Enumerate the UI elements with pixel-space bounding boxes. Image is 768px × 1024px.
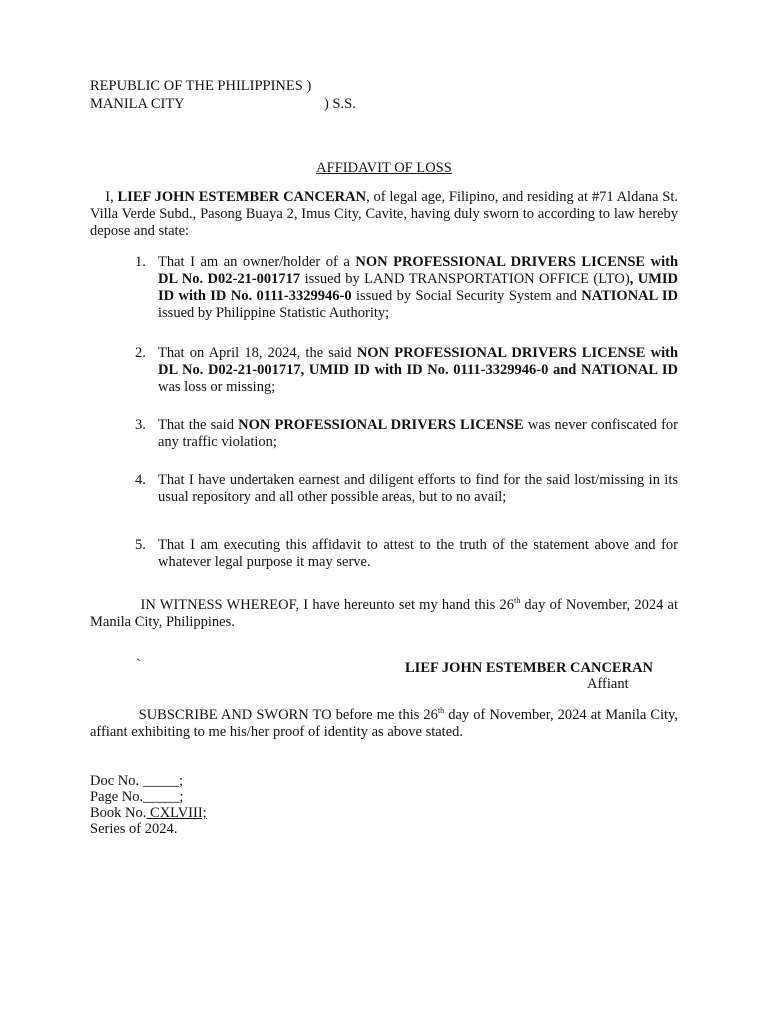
intro-post: , of legal age, Filipino, and residing at #71 Aldana St. Villa Verde Subd., Pasong Buaya 2, Imus City, Cavite, having duly sworn to according to law hereby depose and state:	[90, 189, 678, 239]
doc-no-label: Doc No.	[90, 773, 143, 789]
statement-item	[90, 254, 678, 322]
document-title: AFFIDAVIT OF LOSS	[316, 160, 452, 176]
doc-no-line	[90, 773, 207, 789]
item-number: 3.	[135, 417, 146, 433]
item-text-part: That the said	[158, 417, 239, 433]
item-bold-part: NON PROFESSIONAL DRIVERS LICENSE	[238, 417, 524, 433]
venue-country: REPUBLIC OF THE PHILIPPINES )	[90, 78, 312, 94]
jurat-sup: th	[437, 706, 445, 716]
item-text-part: That I have undertaken earnest and diligent efforts to find for the said lost/missing in its usual repository and all other possible areas, but to no avail;	[158, 472, 678, 505]
jurat-paragraph	[90, 707, 678, 741]
item-bold-part: NON PROFESSIONAL DRIVERS LICENSE with DL No. D02-21-001717, UMID ID with ID No. 0111-3329946-0 and NATIONAL ID	[158, 345, 679, 378]
stray-mark: `	[136, 657, 141, 673]
item-text-part: That I am executing this affidavit to attest to the truth of the statement above and for whatever legal purpose it may serve.	[158, 537, 678, 570]
item-number: 4.	[135, 472, 146, 488]
page-no-label: Page No.	[90, 789, 144, 805]
witness-sup: th	[513, 596, 521, 606]
venue-header	[90, 78, 356, 114]
item-text-part: That I am an owner/holder of a	[158, 254, 356, 270]
page-no-line	[90, 789, 207, 805]
item-bold-part: , UMID ID with ID No. 0111-3329946-0	[158, 271, 678, 304]
venue-ss: ) S.S.	[324, 96, 356, 112]
item-text-part: issued by Philippine Statistic Authority;	[158, 305, 390, 321]
item-text	[158, 345, 678, 396]
series-line: Series of 2024.	[90, 821, 178, 837]
jurat-pre: SUBSCRIBE AND SWORN TO before me this 26	[138, 707, 438, 723]
page-no-value: _____;	[143, 789, 184, 805]
item-text	[158, 537, 678, 571]
venue-city: MANILA CITY	[90, 96, 185, 112]
doc-no-value: _____;	[142, 773, 184, 789]
item-text-part: issued by LAND TRANSPORTATION OFFICE (LTO)	[300, 271, 630, 287]
intro-pre: I,	[105, 189, 118, 205]
notarial-register	[90, 773, 207, 837]
intro-paragraph	[90, 189, 678, 240]
item-text	[158, 254, 678, 322]
book-no-value: CXLVIII;	[146, 805, 207, 821]
jurat-post: day of November, 2024 at Manila City, affiant exhibiting to me his/her proof of identity as above stated.	[90, 707, 678, 740]
item-text	[158, 417, 678, 451]
signatory-name: LIEF JOHN ESTEMBER CANCERAN	[405, 660, 654, 676]
statement-item	[90, 345, 678, 396]
item-text-part: issued by Social Security System and	[351, 288, 582, 304]
item-number: 5.	[135, 537, 146, 553]
item-text-part: That on April 18, 2024, the said	[158, 345, 357, 361]
statement-item	[90, 417, 678, 451]
item-text-part: was loss or missing;	[158, 379, 276, 395]
item-text	[158, 472, 678, 506]
item-text-part: was never confiscated for any traffic violation;	[158, 417, 678, 450]
item-bold-part: NON PROFESSIONAL DRIVERS LICENSE with DL No. D02-21-001717	[158, 254, 679, 287]
venue-city-line	[90, 96, 356, 114]
item-bold-part: NATIONAL ID	[581, 288, 679, 304]
statement-item	[90, 472, 678, 506]
witness-paragraph	[90, 597, 678, 631]
book-no-line	[90, 805, 207, 821]
signatory-role: Affiant	[587, 676, 629, 692]
book-no-label: Book No.	[90, 805, 147, 821]
item-number: 1.	[135, 254, 146, 270]
witness-pre: IN WITNESS WHEREOF, I have hereunto set my hand this 26	[140, 597, 514, 613]
item-number: 2.	[135, 345, 146, 361]
statement-item	[90, 537, 678, 571]
witness-post: day of November, 2024 at Manila City, Philippines.	[90, 597, 678, 630]
affiant-name: LIEF JOHN ESTEMBER CANCERAN	[117, 189, 367, 205]
